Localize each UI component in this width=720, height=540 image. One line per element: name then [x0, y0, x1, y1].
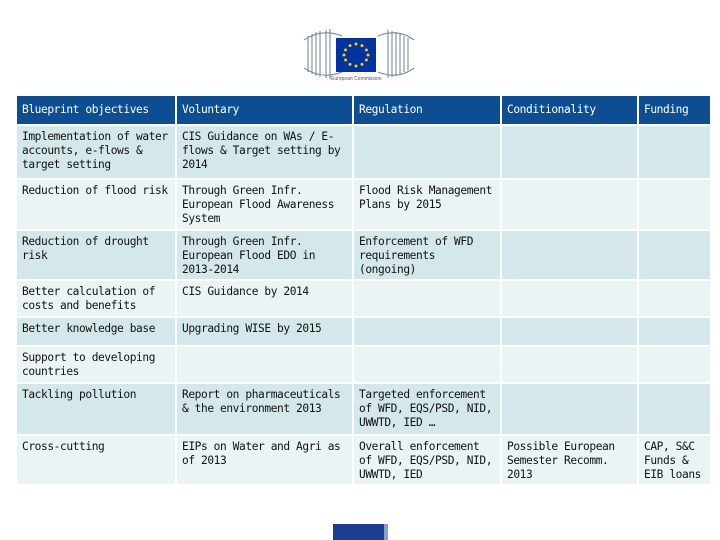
cell-regulation: Enforcement of WFD requirements (ongoing) — [354, 231, 500, 279]
cell-conditionality — [502, 347, 637, 382]
cell-funding — [639, 347, 710, 382]
table-row — [17, 436, 710, 484]
table-row — [17, 384, 710, 434]
cell-funding — [639, 384, 710, 434]
table-row — [17, 347, 710, 382]
cell-funding — [639, 231, 710, 279]
table-row — [17, 281, 710, 316]
cell-voluntary: Upgrading WISE by 2015 — [177, 318, 352, 345]
cell-objective: Reduction of flood risk — [17, 180, 175, 229]
footer-bar — [333, 524, 385, 540]
cell-voluntary: CIS Guidance by 2014 — [177, 281, 352, 316]
cell-regulation — [354, 318, 500, 345]
cell-regulation — [354, 347, 500, 382]
header-conditionality: Conditionality — [502, 96, 637, 124]
cell-conditionality: Possible European Semester Recomm. 2013 — [502, 436, 637, 484]
cell-conditionality — [502, 281, 637, 316]
cell-regulation: Targeted enforcement of WFD, EQS/PSD, NID, UWWTD, IED … — [354, 384, 500, 434]
cell-voluntary: Through Green Infr. European Flood Awareness System — [177, 180, 352, 229]
cell-objective: Better knowledge base — [17, 318, 175, 345]
cell-regulation — [354, 126, 500, 178]
cell-objective: Tackling pollution — [17, 384, 175, 434]
header-voluntary: Voluntary — [177, 96, 352, 124]
page-header — [0, 0, 720, 92]
footer-bar-accent — [384, 524, 388, 540]
cell-funding: CAP, S&C Funds & EIB loans — [639, 436, 710, 484]
european-commission-logo — [302, 14, 418, 94]
table-row — [17, 180, 710, 229]
table-header-row — [17, 96, 710, 124]
cell-objective: Implementation of water accounts, e-flows & target setting — [17, 126, 175, 178]
cell-funding — [639, 126, 710, 178]
cell-funding — [639, 318, 710, 345]
cell-voluntary: Report on pharmaceuticals & the environment 2013 — [177, 384, 352, 434]
cell-conditionality — [502, 231, 637, 279]
cell-voluntary: EIPs on Water and Agri as of 2013 — [177, 436, 352, 484]
header-blueprint-objectives: Blueprint objectives — [17, 96, 175, 124]
table-row — [17, 231, 710, 279]
table-row — [17, 126, 710, 178]
table-row — [17, 318, 710, 345]
cell-objective: Reduction of drought risk — [17, 231, 175, 279]
cell-objective: Cross-cutting — [17, 436, 175, 484]
cell-conditionality — [502, 318, 637, 345]
cell-objective: Better calculation of costs and benefits — [17, 281, 175, 316]
cell-conditionality — [502, 126, 637, 178]
cell-voluntary: CIS Guidance on WAs / E-flows & Target setting by 2014 — [177, 126, 352, 178]
cell-voluntary — [177, 347, 352, 382]
header-regulation: Regulation — [354, 96, 500, 124]
header-funding: Funding — [639, 96, 710, 124]
cell-funding — [639, 180, 710, 229]
cell-regulation — [354, 281, 500, 316]
cell-conditionality — [502, 180, 637, 229]
blueprint-table — [15, 94, 712, 486]
cell-regulation: Flood Risk Management Plans by 2015 — [354, 180, 500, 229]
cell-funding — [639, 281, 710, 316]
cell-conditionality — [502, 384, 637, 434]
cell-voluntary: Through Green Infr. European Flood EDO in 2013-2014 — [177, 231, 352, 279]
cell-objective: Support to developing countries — [17, 347, 175, 382]
logo-caption: European Commission — [331, 76, 382, 82]
cell-regulation: Overall enforcement of WFD, EQS/PSD, NID, UWWTD, IED — [354, 436, 500, 484]
